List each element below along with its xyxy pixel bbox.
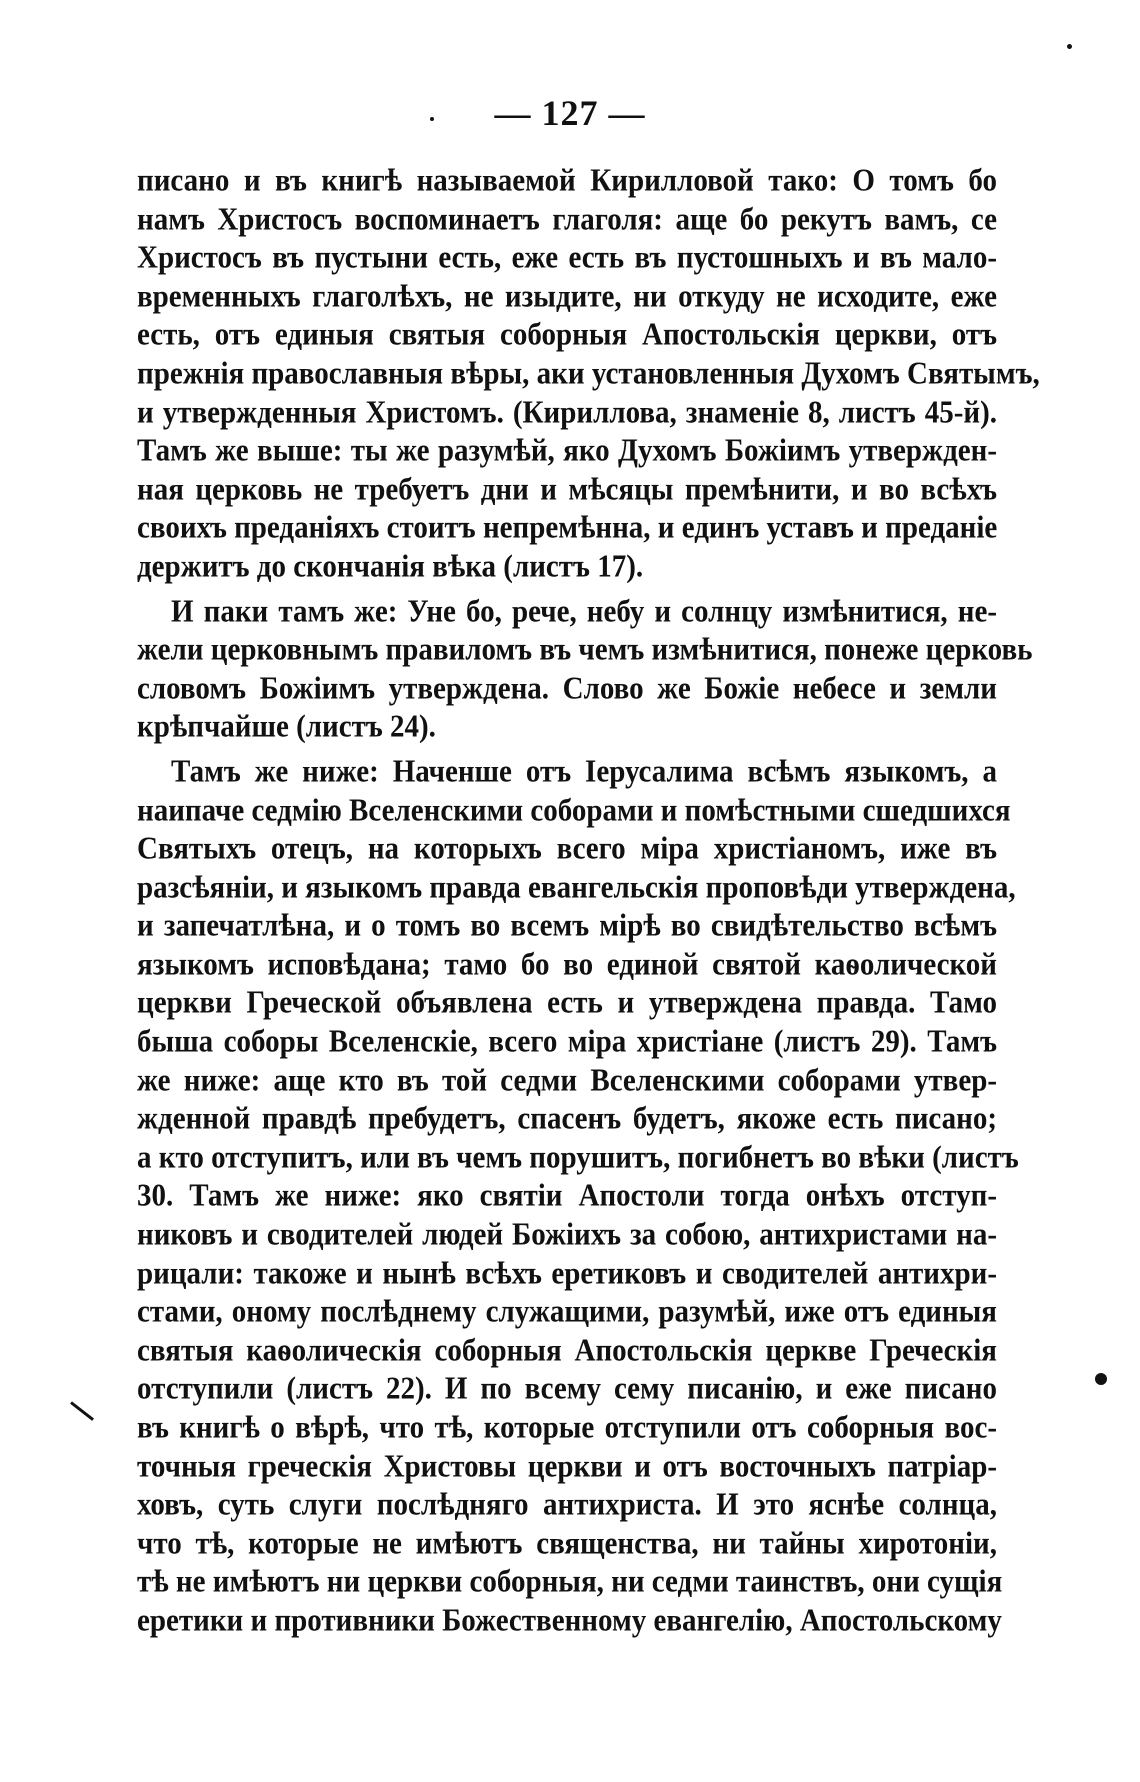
text-line: церкви Греческой объявлена есть и утверждена правда. Тамо [137,986,997,1021]
text-line: святыя каѳолическія соборныя Апостольскія церкве Греческія [137,1333,997,1369]
text-line: въ книгѣ о вѣрѣ, что тѣ, которые отступили отъ соборныя вос- [137,1410,997,1446]
text-body [137,162,1040,1641]
paragraph [137,162,1040,587]
text-line: держитъ до скончанія вѣка (листъ 17). [137,549,644,585]
text-line: жденной правдѣ пребудетъ, спасенъ будетъ, якоже есть писано; [137,1101,997,1137]
text-line: своихъ преданіяхъ стоитъ непремѣнна, и единъ уставъ и преданіе [137,511,998,546]
text-line: никовъ и сводителей людей Божіихъ за собою, антихристами на- [137,1217,997,1253]
text-line: писано и въ книгѣ называемой Кирилловой тако: О томъ бо [137,163,997,199]
text-line: что тѣ, которые не имѣютъ священства, ни тайны хиротоніи, [137,1526,997,1562]
text-line: 30. Тамъ же ниже: яко святіи Апостоли тогда онѣхъ отступ- [137,1179,997,1214]
text-line: прежнія православныя вѣры, аки установленныя Духомъ Святымъ, [137,356,1040,392]
paragraph [137,753,1019,1641]
text-line: ная церковь не требуетъ дни и мѣсяцы премѣнити, и во всѣхъ [137,472,997,508]
text-line: разсѣяніи, и языкомъ правда евангельскія проповѣди утверждена, [137,870,1016,905]
text-line: намъ Христосъ воспоминаетъ глаголя: аще бо рекутъ вамъ, се [137,202,997,237]
text-line: отступили (листъ 22). И по всему сему писанію, и еже писано [137,1372,997,1407]
margin-pencil-tick [70,1401,94,1421]
text-line: Тамъ же ниже: Наченше отъ Іерусалима всѣмъ языкомъ, а [171,754,997,790]
text-line: И паки тамъ же: Уне бо, рече, небу и солнцу измѣнитися, не- [171,594,997,629]
text-line: есть, отъ единыя святыя соборныя Апостольскія церкви, отъ [137,318,997,353]
ink-speck-mark [1066,43,1073,50]
margin-ink-dot [1095,1373,1107,1385]
text-line: стами, оному послѣднему служащими, разумѣй, иже отъ единыя [137,1294,997,1330]
page-number: — 127 — [494,93,646,133]
text-line: быша соборы Вселенскіе, всего міра христіане (листъ 29). Тамъ [137,1024,997,1060]
text-line: точныя греческія Христовы церкви и отъ восточныхъ патріар- [137,1449,997,1484]
text-line: Святыхъ отецъ, на которыхъ всего міра христіаномъ, иже въ [137,831,997,867]
text-line: а кто отступитъ, или въ чемъ порушитъ, погибнетъ во вѣки (листъ [137,1140,1019,1176]
text-line: языкомъ исповѣдана; тамо бо во единой святой каѳолической [137,947,997,983]
text-line: Христосъ въ пустыни есть, еже есть въ пустошныхъ и въ мало- [137,240,997,276]
paragraph [137,593,1033,747]
text-line: наипаче седмію Вселенскими соборами и помѣстными сшедшихся [137,793,1011,828]
text-line: временныхъ глаголѣхъ, не изыдите, ни откуду не исходите, еже [137,279,997,315]
text-line: жели церковнымъ правиломъ въ чемъ измѣнитися, понеже церковь [137,632,1033,668]
text-line: ховъ, суть слуги послѣдняго антихриста. И это яснѣе солнца, [137,1487,997,1523]
text-line: еретики и противники Божественному евангелію, Апостольскому [137,1603,1002,1639]
text-line: словомъ Божіимъ утверждена. Слово же Божіе небесе и земли [137,671,997,706]
text-line: и утвержденныя Христомъ. (Кириллова, знаменіе 8, листъ 45-й). [137,395,997,430]
text-line: же ниже: аще кто въ той седми Вселенскими соборами утвер- [137,1063,997,1098]
text-line: Тамъ же выше: ты же разумѣй, яко Духомъ Божіимъ утвержден- [137,433,997,469]
text-line: и запечатлѣна, и о томъ во всемъ мірѣ во свидѣтельство всѣмъ [137,908,997,944]
text-line: рицали: такожe и нынѣ всѣхъ еретиковъ и сводителей антихри- [137,1256,997,1291]
text-line: крѣпчайше (листъ 24). [137,710,436,745]
text-line: тѣ не имѣютъ ни церкви соборныя, ни седми таинствъ, они сущія [137,1565,1003,1600]
